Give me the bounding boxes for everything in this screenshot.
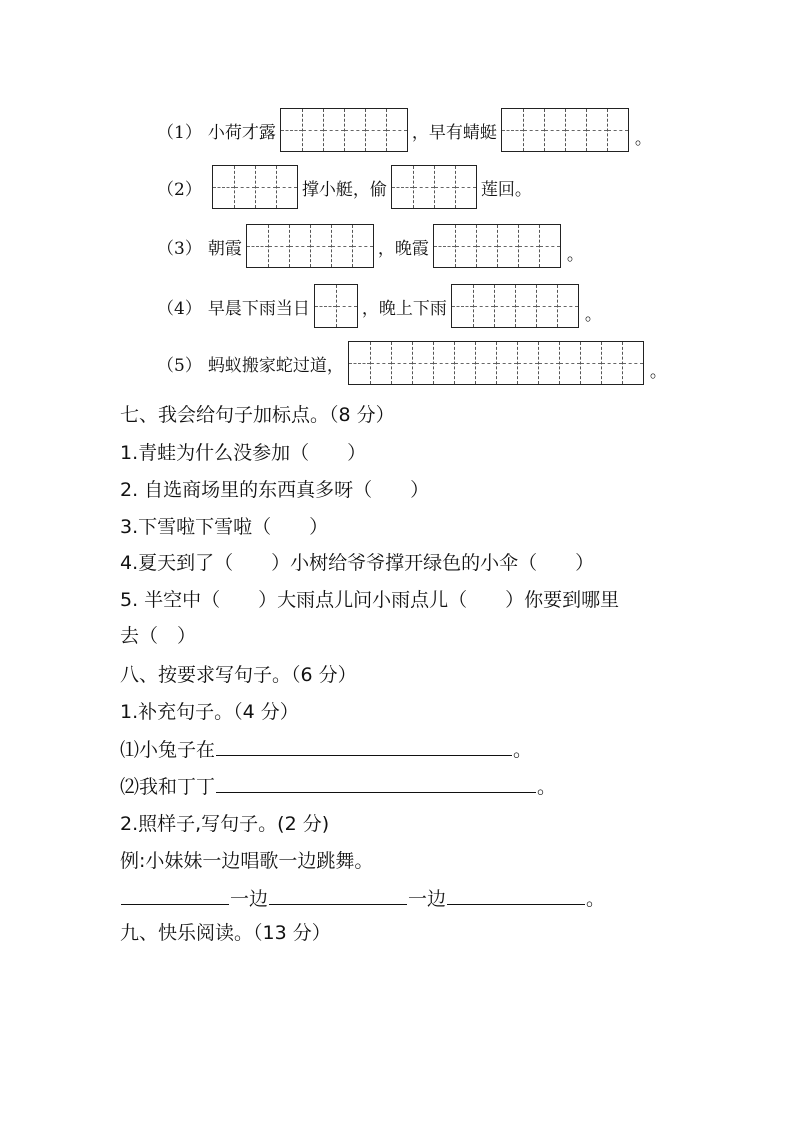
grid-cell[interactable] <box>392 166 413 208</box>
grid-cell[interactable] <box>276 166 297 208</box>
grid-cell[interactable] <box>518 225 539 267</box>
item-text: 。 <box>649 361 667 382</box>
grid-cell[interactable] <box>586 109 607 151</box>
sentence-prefix: ⑴小兔子在 <box>120 739 216 761</box>
grid-cell[interactable] <box>268 225 289 267</box>
question-7-5-line2: 去（ ） <box>120 625 197 647</box>
grid-cell[interactable] <box>213 166 234 208</box>
answer-blank[interactable] <box>447 903 585 905</box>
item-text: 。 <box>584 304 602 325</box>
grid-cell[interactable] <box>497 225 518 267</box>
sentence-end: 。 <box>586 888 606 910</box>
fill-item-4 <box>157 284 602 328</box>
item-number: （3） <box>157 238 202 259</box>
grid-cell[interactable] <box>544 109 565 151</box>
grid-cell[interactable] <box>370 342 391 384</box>
example-sentence: 例:小妹妹一边唱歌一边跳舞。 <box>120 850 374 872</box>
question-7-5-line1: 5. 半空中（ ）大雨点儿问小雨点儿（ ）你要到哪里 <box>120 589 620 611</box>
fill-item-3 <box>157 224 584 268</box>
grid-cell[interactable] <box>517 342 538 384</box>
grid-cell[interactable] <box>433 342 454 384</box>
grid-cell[interactable] <box>434 166 455 208</box>
item-text: ，早有蜻蜓 <box>411 122 497 143</box>
item-text: ，晚霞 <box>377 238 429 259</box>
grid-cell[interactable] <box>281 109 302 151</box>
item-text: 莲回。 <box>480 179 532 200</box>
writing-grid[interactable] <box>501 108 629 152</box>
grid-cell[interactable] <box>289 225 310 267</box>
grid-cell[interactable] <box>315 285 336 327</box>
grid-cell[interactable] <box>476 225 497 267</box>
grid-cell[interactable] <box>559 342 580 384</box>
writing-grid[interactable] <box>212 165 298 209</box>
section-7-title: 七、我会给句子加标点。（8 分） <box>120 404 395 426</box>
grid-cell[interactable] <box>412 342 433 384</box>
item-text: 。 <box>634 128 652 149</box>
answer-blank[interactable] <box>216 791 536 793</box>
grid-cell[interactable] <box>391 342 412 384</box>
grid-cell[interactable] <box>539 225 560 267</box>
grid-cell[interactable] <box>523 109 544 151</box>
item-number: （1） <box>157 122 202 143</box>
grid-cell[interactable] <box>247 225 268 267</box>
pattern-word: 一边 <box>230 888 269 910</box>
grid-cell[interactable] <box>365 109 386 151</box>
grid-cell[interactable] <box>502 109 523 151</box>
subsection-8-2: 2.照样子,写句子。(2 分) <box>120 813 330 835</box>
grid-cell[interactable] <box>580 342 601 384</box>
item-text: 。 <box>566 244 584 265</box>
writing-grid[interactable] <box>280 108 408 152</box>
grid-cell[interactable] <box>310 225 331 267</box>
fill-item-2 <box>157 165 532 209</box>
grid-cell[interactable] <box>557 285 578 327</box>
writing-grid[interactable] <box>348 341 644 385</box>
answer-blank[interactable] <box>121 903 229 905</box>
writing-grid[interactable] <box>246 224 374 268</box>
grid-cell[interactable] <box>565 109 586 151</box>
grid-cell[interactable] <box>302 109 323 151</box>
item-text: 小荷才露 <box>207 122 276 143</box>
sentence-end: 。 <box>537 776 557 798</box>
grid-cell[interactable] <box>434 225 455 267</box>
writing-grid[interactable] <box>314 284 358 328</box>
fill-item-1 <box>157 108 652 152</box>
pattern-sentence <box>120 884 605 911</box>
writing-grid[interactable] <box>433 224 561 268</box>
grid-cell[interactable] <box>455 166 476 208</box>
sentence-end: 。 <box>513 739 533 761</box>
writing-grid[interactable] <box>391 165 477 209</box>
pattern-word: 一边 <box>408 888 447 910</box>
section-9-title: 九、快乐阅读。（13 分） <box>120 922 331 944</box>
writing-grid[interactable] <box>451 284 579 328</box>
grid-cell[interactable] <box>336 285 357 327</box>
item-number: （4） <box>157 298 202 319</box>
grid-cell[interactable] <box>622 342 643 384</box>
grid-cell[interactable] <box>344 109 365 151</box>
fill-item-5 <box>157 341 667 385</box>
question-7-2: 2. 自选商场里的东西真多呀（ ） <box>120 479 430 501</box>
grid-cell[interactable] <box>386 109 407 151</box>
grid-cell[interactable] <box>473 285 494 327</box>
sentence-8-1-1 <box>120 735 532 762</box>
grid-cell[interactable] <box>352 225 373 267</box>
grid-cell[interactable] <box>496 342 517 384</box>
item-text: 蚂蚁搬家蛇过道， <box>207 355 344 376</box>
grid-cell[interactable] <box>323 109 344 151</box>
grid-cell[interactable] <box>601 342 622 384</box>
question-7-1: 1.青蛙为什么没参加（ ） <box>120 442 367 464</box>
answer-blank[interactable] <box>216 754 512 756</box>
grid-cell[interactable] <box>331 225 352 267</box>
grid-cell[interactable] <box>607 109 628 151</box>
grid-cell[interactable] <box>349 342 370 384</box>
grid-cell[interactable] <box>494 285 515 327</box>
item-text: 早晨下雨当日 <box>207 298 310 319</box>
sentence-8-1-2 <box>120 772 556 799</box>
grid-cell[interactable] <box>536 285 557 327</box>
answer-blank[interactable] <box>269 903 407 905</box>
subsection-8-1: 1.补充句子。（4 分） <box>120 701 299 723</box>
grid-cell[interactable] <box>454 342 475 384</box>
item-text: 朝霞 <box>207 238 242 259</box>
item-text: 撑小艇，偷 <box>301 179 387 200</box>
grid-cell[interactable] <box>413 166 434 208</box>
grid-cell[interactable] <box>234 166 255 208</box>
grid-cell[interactable] <box>452 285 473 327</box>
sentence-prefix: ⑵我和丁丁 <box>120 776 216 798</box>
item-number: （2） <box>157 179 202 200</box>
item-text: ，晚上下雨 <box>361 298 447 319</box>
grid-cell[interactable] <box>538 342 559 384</box>
grid-cell[interactable] <box>475 342 496 384</box>
grid-cell[interactable] <box>515 285 536 327</box>
section-8-title: 八、按要求写句子。（6 分） <box>120 664 357 686</box>
question-7-4: 4.夏天到了（ ）小树给爷爷撑开绿色的小伞（ ） <box>120 552 595 574</box>
question-7-3: 3.下雪啦下雪啦（ ） <box>120 516 329 538</box>
grid-cell[interactable] <box>255 166 276 208</box>
item-number: （5） <box>157 355 202 376</box>
grid-cell[interactable] <box>455 225 476 267</box>
